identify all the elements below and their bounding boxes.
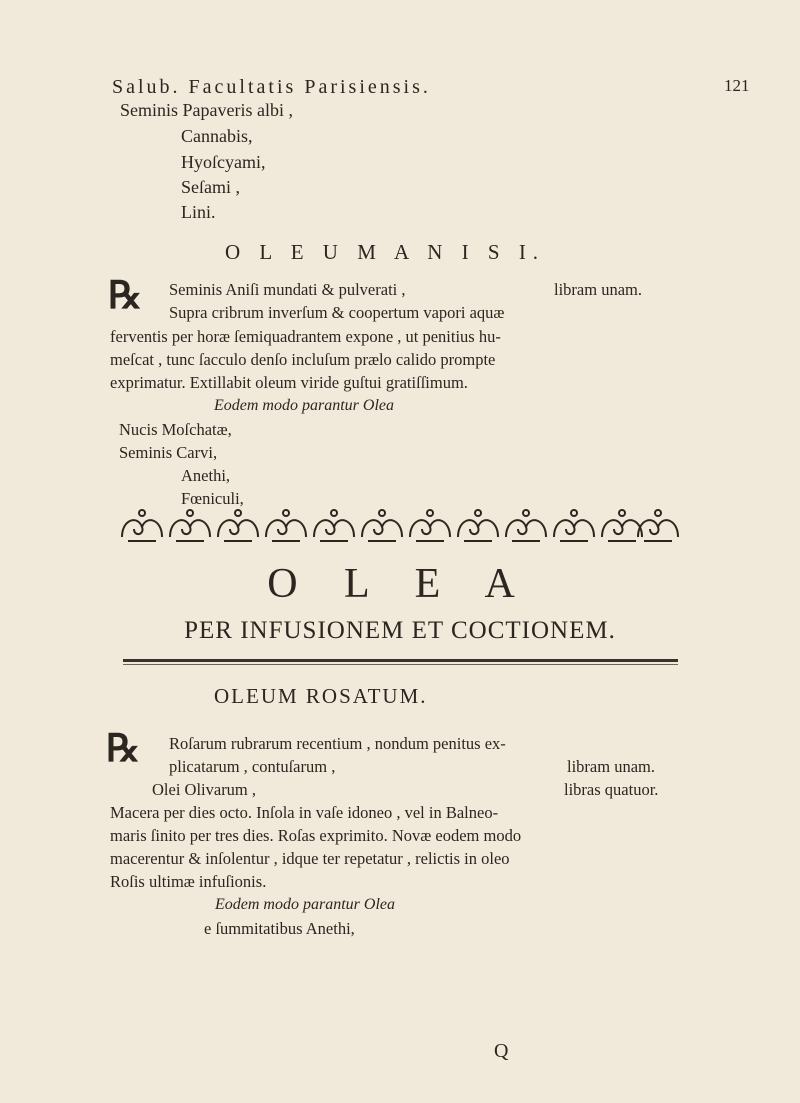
list-item: Nucis Moſchatæ, bbox=[119, 420, 232, 439]
section-title: O L E A bbox=[267, 561, 533, 607]
list-item: Anethi, bbox=[181, 466, 231, 485]
ornament-band bbox=[118, 507, 682, 545]
recipe-symbol: ℞ bbox=[108, 272, 143, 317]
divider-rule bbox=[123, 659, 678, 662]
text-line: Macera per dies octo. Inſola in vaſe idoneo , vel in Balneo- bbox=[110, 803, 499, 822]
subheading: Eodem modo parantur Olea bbox=[215, 896, 395, 913]
text-line: e ſummitatibus Anethi, bbox=[204, 919, 355, 938]
ingredient-line: Lini. bbox=[181, 202, 216, 222]
recipe-symbol: ℞ bbox=[106, 725, 141, 770]
text-line: exprimatur. Extillabit oleum viride guſtui gratiſſimum. bbox=[110, 373, 468, 392]
text-line: libram unam. bbox=[567, 757, 655, 776]
text-line: libras quatuor. bbox=[564, 780, 659, 799]
running-title: Salub. Facultatis Parisiensis. bbox=[112, 76, 431, 98]
section-heading-oleum-rosatum: OLEUM ROSATUM. bbox=[214, 684, 428, 708]
divider-rule-thin bbox=[123, 664, 678, 665]
text-line: ferventis per horæ ſemiquadrantem expone , ut penitius hu- bbox=[110, 327, 501, 346]
ingredient-line: Hyoſcyami, bbox=[181, 152, 266, 172]
signature-mark: Q bbox=[494, 1040, 509, 1062]
list-item: Seminis Carvi, bbox=[119, 443, 218, 462]
text-line: libram unam. bbox=[554, 280, 642, 299]
text-line: Olei Olivarum , bbox=[152, 780, 257, 799]
section-subtitle: PER INFUSIONEM ET COCTIONEM. bbox=[184, 617, 616, 644]
list-item: Fœniculi, bbox=[181, 489, 244, 508]
text-line: macerentur & inſolentur , idque ter repetatur , relictis in oleo bbox=[110, 849, 510, 868]
text-line: maris ſinito per tres dies. Roſas exprimito. Novæ eodem modo bbox=[110, 826, 522, 845]
ingredient-line: Seſami , bbox=[181, 177, 240, 197]
text-line: Supra cribrum inverſum & coopertum vapori aquæ bbox=[169, 303, 505, 322]
ingredient-line: Seminis Papaveris albi , bbox=[120, 100, 293, 120]
text-line: Roſarum rubrarum recentium , nondum penitus ex- bbox=[169, 734, 506, 753]
text-line: plicatarum , contuſarum , bbox=[169, 757, 336, 776]
text-line: Roſis ultimæ infuſionis. bbox=[110, 872, 267, 891]
ingredient-line: Cannabis, bbox=[181, 126, 253, 146]
subheading: Eodem modo parantur Olea bbox=[214, 397, 394, 414]
page-number: 121 bbox=[724, 76, 750, 95]
text-line: Seminis Aniſi mundati & pulverati , bbox=[169, 280, 406, 299]
text-line: meſcat , tunc ſacculo denſo incluſum prælo calido prompte bbox=[110, 350, 496, 369]
section-heading-oleum-anisi: O L E U M A N I S I. bbox=[225, 240, 546, 264]
